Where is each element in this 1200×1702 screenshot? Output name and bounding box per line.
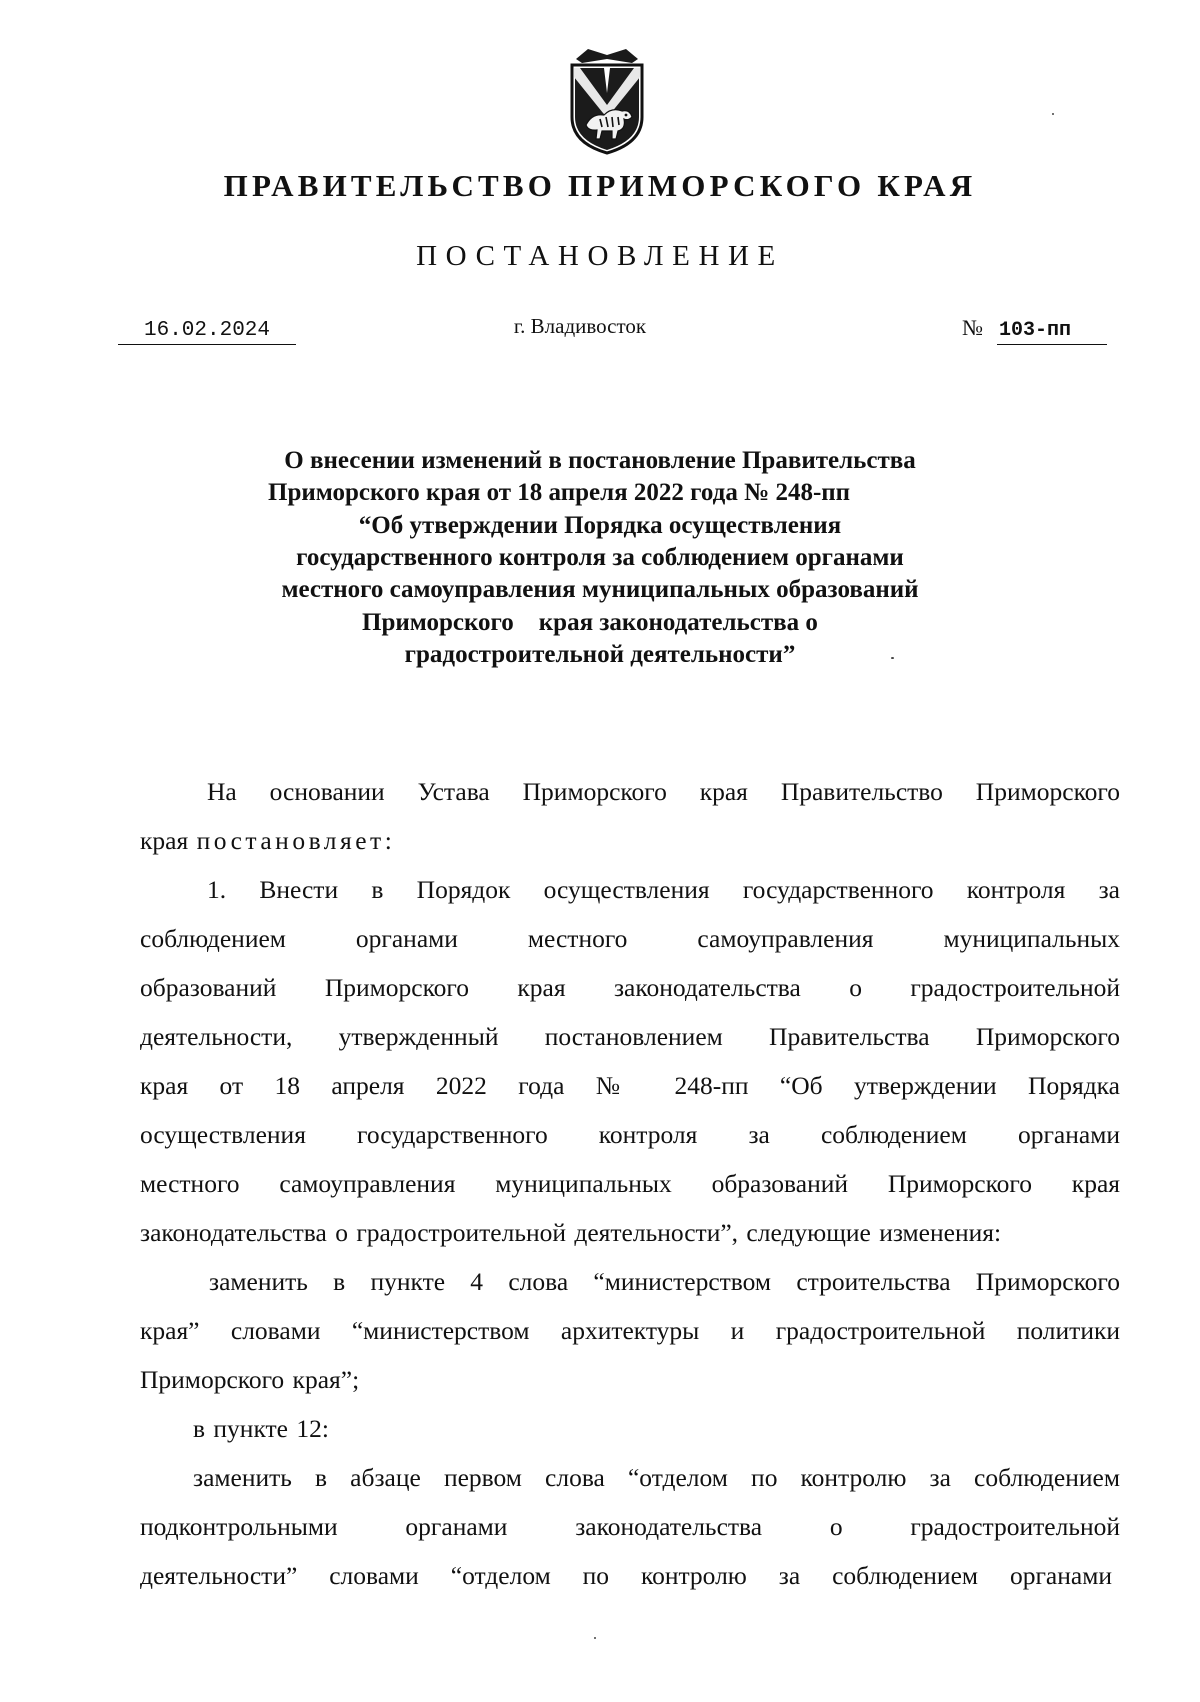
body-paragraph-line: осуществления государственного контроля за соблюдением органами bbox=[140, 1120, 1120, 1149]
subject-line: градостроительной деятельности” bbox=[404, 641, 796, 668]
body-paragraph-line: заменить в пункте 4 слова “министерством строительства Приморского bbox=[209, 1267, 1120, 1296]
body-paragraph-line: в пункте 12: bbox=[193, 1414, 329, 1443]
number-label: № bbox=[962, 315, 983, 340]
subject-line: местного самоуправления муниципальных образований bbox=[281, 576, 919, 603]
scan-speck bbox=[594, 1637, 596, 1639]
scan-speck bbox=[1052, 113, 1054, 115]
coat-of-arms-icon bbox=[566, 47, 648, 157]
body-paragraph-line: деятельности, утвержденный постановлением Правительства Приморского bbox=[140, 1022, 1120, 1051]
body-paragraph-line: Приморского края”; bbox=[140, 1365, 360, 1394]
body-paragraph-line: деятельности” словами “отделом по контролю за соблюдением органами bbox=[140, 1561, 1112, 1590]
body-paragraph-line: 1. Внести в Порядок осуществления государственного контроля за bbox=[207, 875, 1120, 904]
body-paragraph-line: законодательства о градостроительной деятельности”, следующие изменения: bbox=[140, 1218, 1002, 1247]
document-type: ПОСТАНОВЛЕНИЕ bbox=[416, 240, 784, 272]
document-city: г. Владивосток bbox=[513, 314, 647, 338]
intro-text: края bbox=[140, 826, 197, 855]
body-paragraph-line: местного самоуправления муниципальных образований Приморского края bbox=[140, 1169, 1120, 1198]
document-date: 16.02.2024 bbox=[118, 319, 296, 345]
document-number: 103-пп bbox=[997, 319, 1107, 345]
body-paragraph-line: края” словами “министерством архитектуры и градостроительной политики bbox=[140, 1316, 1120, 1345]
body-paragraph-line: заменить в абзаце первом слова “отделом по контролю за соблюдением bbox=[193, 1463, 1120, 1492]
body-paragraph-line: края от 18 апреля 2022 года № 248-пп “Об утверждении Порядка bbox=[140, 1071, 1120, 1100]
subject-line: государственного контроля за соблюдением органами bbox=[296, 544, 904, 571]
government-name: ПРАВИТЕЛЬСТВО ПРИМОРСКОГО КРАЯ bbox=[223, 168, 977, 203]
body-paragraph-line: подконтрольными органами законодательства о градостроительной bbox=[140, 1512, 1120, 1541]
subject-line: Приморского края законодательства о bbox=[362, 609, 818, 636]
subject-line: “Об утверждении Порядка осуществления bbox=[358, 512, 842, 539]
body-paragraph-line: соблюдением органами местного самоуправления муниципальных bbox=[140, 924, 1120, 953]
resolves-word: постановляет: bbox=[196, 826, 396, 855]
subject-line: О внесении изменений в постановление Правительства bbox=[284, 447, 916, 474]
scan-speck bbox=[891, 657, 894, 659]
body-paragraph-line: образований Приморского края законодательства о градостроительной bbox=[140, 973, 1120, 1002]
body-paragraph-line bbox=[140, 826, 395, 856]
subject-line: Приморского края от 18 апреля 2022 года № 248-пп bbox=[268, 479, 851, 506]
body-paragraph-line: На основании Устава Приморского края Правительство Приморского bbox=[207, 777, 1120, 806]
